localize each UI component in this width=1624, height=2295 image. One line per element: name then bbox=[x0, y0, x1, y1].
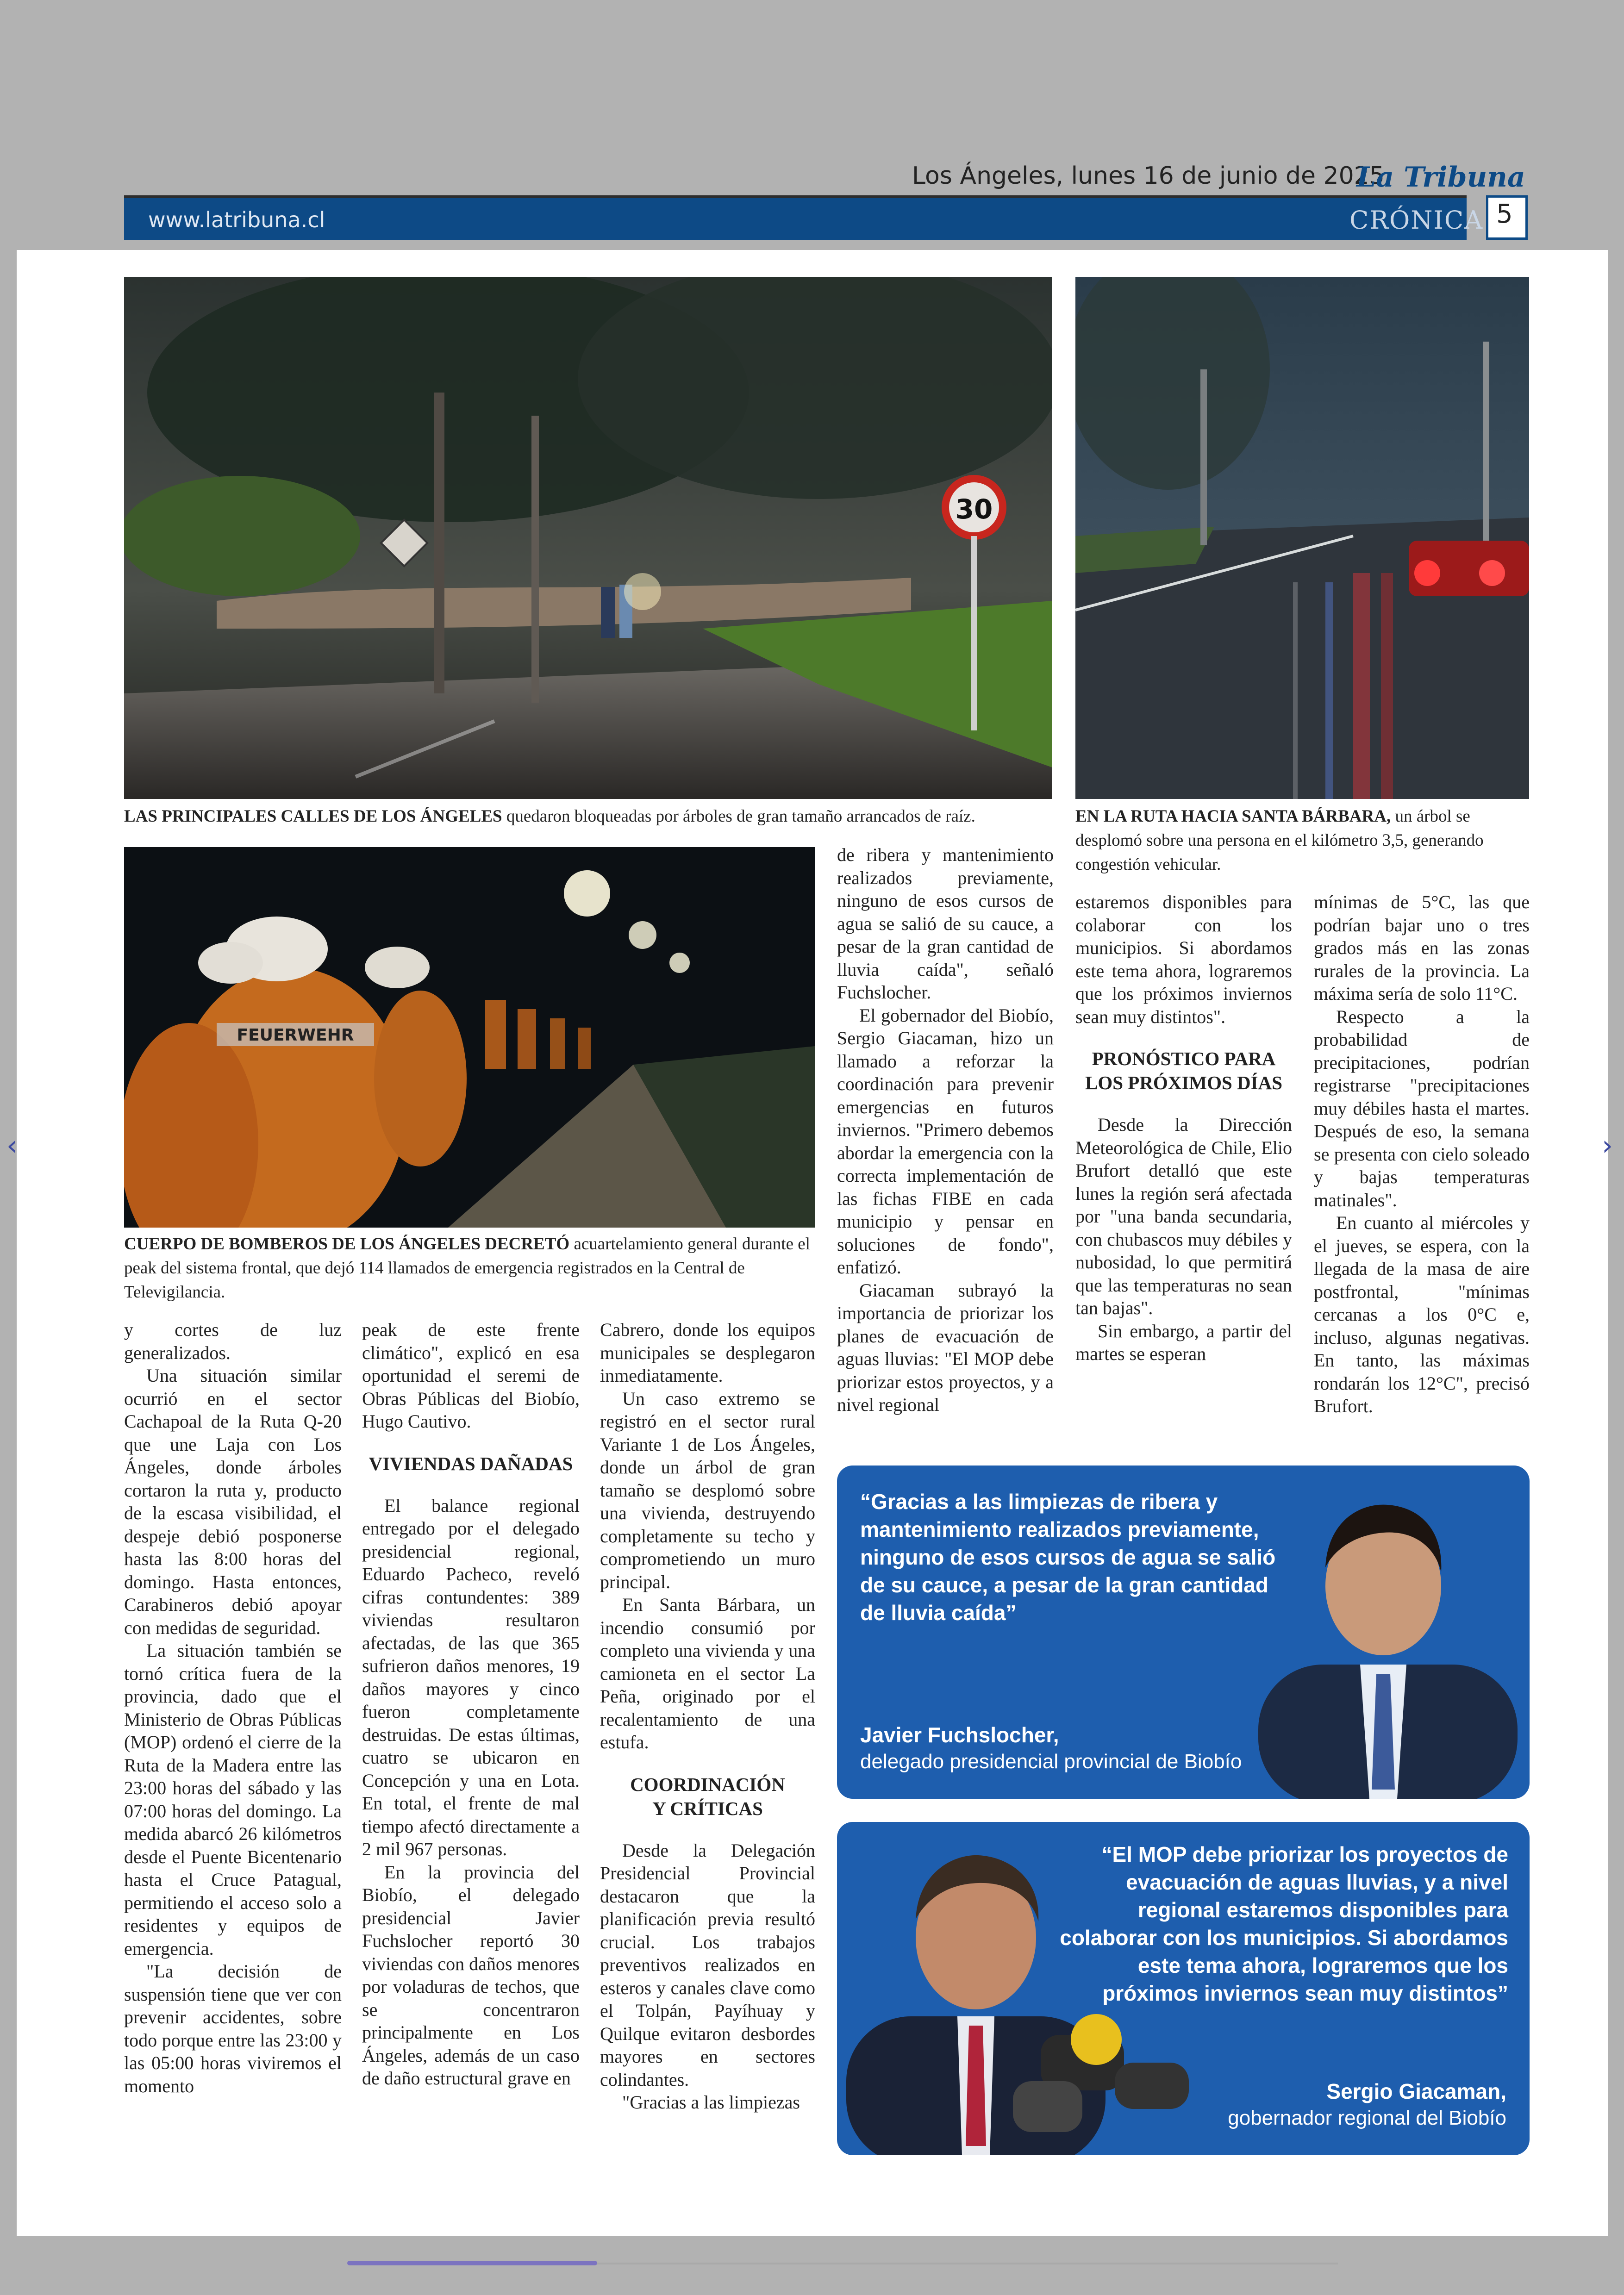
article-column-4 bbox=[837, 843, 1054, 1416]
paragraph: El balance regional entregado por el delegado presidencial regional, Eduardo Pacheco, reveló cifras contundentes: 389 viviendas resultaron afectadas, de las que 365 sufrieron daños menores, 19 daños mayores y cinco fueron completamente destruidas. De estas últimas, cuatro se ubicaron en Concepción y una en Lota. En total, el frente de mal tiempo afectó directamente a 2 mil 967 personas. bbox=[362, 1495, 580, 1859]
quote-text-fuchslocher: “Gracias a las limpiezas de ribera y mantenimiento realizados previamente, ninguno de esos cursos de agua se salió de su cauce, a pesar de la gran cantidad de lluvia caída” bbox=[860, 1490, 1276, 1625]
newspaper-logo: La Tribuna bbox=[1356, 161, 1525, 193]
paragraph: estaremos disponibles para colaborar con los municipios. Si abordamos este tema ahora, lograremos que los próximos inviernos sean muy distintos". bbox=[1075, 892, 1292, 1027]
speed-sign-text: 30 bbox=[955, 493, 993, 525]
page-number: 5 bbox=[1496, 199, 1513, 229]
article-column-3 bbox=[600, 1318, 815, 2114]
paragraph: de ribera y mantenimiento realizados previamente, ninguno de esos cursos de agua se salió de su cauce, a pesar de la gran cantidad de lluvia caída", señaló Fuchslocher. bbox=[837, 844, 1054, 1003]
quote-text-giacaman: “El MOP debe priorizar los proyectos de evacuación de aguas lluvias, y a nivel regional estaremos disponibles para colaborar con los municipios. Si abordamos este tema ahora, lograremos que los próximos inviernos sean muy distintos” bbox=[1060, 1842, 1508, 2005]
photo-firefighters bbox=[124, 847, 815, 1228]
quote-box-giacaman bbox=[837, 1822, 1530, 2155]
page-progress-track[interactable] bbox=[597, 2263, 1338, 2264]
article-column-6 bbox=[1314, 891, 1530, 1418]
paragraph: Sin embargo, a partir del martes se esperan bbox=[1075, 1320, 1292, 1364]
quote-role-giacaman: gobernador regional del Biobío bbox=[1228, 2107, 1506, 2129]
article-column-5 bbox=[1075, 891, 1292, 1366]
paragraph: Cabrero, donde los equipos municipales se desplegaron inmediatamente. bbox=[600, 1319, 815, 1386]
uniform-text: FEUERWEHR bbox=[237, 1026, 354, 1045]
quote-box-fuchslocher bbox=[837, 1466, 1530, 1799]
paragraph: Desde la Dirección Meteorológica de Chile, Elio Brufort detalló que este lunes la región será afectada por "una banda secundaria, con chubascos muy débiles y nubosidad, lo que permitirá que las temperaturas no sean tan bajas". bbox=[1075, 1114, 1292, 1318]
quote-author-fuchslocher: Javier Fuchslocher, bbox=[860, 1723, 1059, 1747]
header-band bbox=[124, 195, 1467, 240]
paragraph: "Gracias a las limpiezas bbox=[622, 2092, 800, 2113]
paragraph: Respecto a la probabilidad de precipitaciones, podrían registrarse "precipitaciones muy débiles hasta el martes. Después de eso, la semana se presenta con cielo soleado y bajas temperaturas matinales". bbox=[1314, 1006, 1530, 1210]
paragraph: En cuanto al miércoles y el jueves, se espera, con la llegada de la masa de aire postfrontal, "mínimas cercanas a los 0°C e, incluso, algunas negativas. En tanto, las máximas rondarán los 12°C", precisó Brufort. bbox=[1314, 1212, 1530, 1416]
paragraph: En la provincia del Biobío, el delegado presidencial Javier Fuchslocher reportó 30 viviendas con daños menores por voladuras de techos, que se concentraron principalmente en Los Ángeles, además de un caso de daño estructural grave en bbox=[362, 1861, 580, 2089]
paragraph: "La decisión de suspensión tiene que ver con prevenir accidentes, sobre todo porque entre las 23:00 y las 05:00 horas viviremos el momento bbox=[124, 1961, 342, 2096]
paragraph: Desde la Delegación Presidencial Provincial destacaron que la planificación previa resultó crucial. Los trabajos preventivos realizados en esteros y canales clave como el Tolpán, Payíhuay y Quilque evitaron desbordes mayores en sectores colindantes. bbox=[600, 1840, 815, 2090]
article-column-2 bbox=[362, 1318, 580, 2090]
paragraph: Un caso extremo se registró en el sector rural Variante 1 de Los Ángeles, donde un árbol de gran tamaño se desplomó sobre una vivienda, destruyendo completamente su techo y comprometiendo un muro principal. bbox=[600, 1388, 815, 1592]
subheading-coordinacion: COORDINACIÓN Y CRÍTICAS bbox=[630, 1773, 785, 1819]
quote-author-giacaman: Sergio Giacaman, bbox=[1326, 2079, 1506, 2103]
page-progress-bar[interactable] bbox=[347, 2261, 597, 2265]
photo-fallen-tree bbox=[124, 277, 1052, 799]
subheading-viviendas: VIVIENDAS DAÑADAS bbox=[369, 1453, 573, 1474]
photo-santa-barbara-road bbox=[1075, 277, 1529, 799]
paragraph: Giacaman subrayó la importancia de priorizar los planes de evacuación de aguas lluvias: "El MOP debe priorizar estos proyectos, y a nivel regional bbox=[837, 1279, 1054, 1415]
subheading-pronostico: PRONÓSTICO PARA LOS PRÓXIMOS DÍAS bbox=[1085, 1048, 1282, 1093]
prev-page-arrow[interactable]: ‹ bbox=[6, 1129, 18, 1162]
paragraph: mínimas de 5°C, las que podrían bajar uno o tres grados más en las zonas rurales de la provincia. La máxima sería de solo 11°C. bbox=[1314, 892, 1530, 1004]
paragraph: El gobernador del Biobío, Sergio Giacaman, hizo un llamado a reforzar la coordinación para prevenir emergencias en futuros inviernos. "Primero debemos abordar la emergencia con la correcta implementación de las fichas FIBE en cada municipio y pensar en soluciones de fondo", enfatizó. bbox=[837, 1004, 1054, 1278]
right-photo-caption: EN LA RUTA HACIA SANTA BÁRBARA, un árbol se desplomó sobre una persona en el kilómetro 3,5, generando congestión vehicular. bbox=[1075, 807, 1484, 874]
issue-date: Los Ángeles, lunes 16 de junio de 2025 bbox=[912, 162, 1385, 190]
site-url[interactable]: www.latribuna.cl bbox=[148, 207, 325, 232]
paragraph: Una situación similar ocurrió en el sector Cachapoal de la Ruta Q-20 que une Laja con Los Ángeles, donde árboles cortaron la ruta y, producto de la escasa visibilidad, el despeje debió posponerse hasta las 8:00 horas del domingo. Hasta entonces, Carabineros debió apoyar con medidas de seguridad. bbox=[124, 1365, 342, 1638]
paragraph: En Santa Bárbara, un incendio consumió por completo una vivienda y una camioneta en el sector La Peña, originado por el recalentamiento de una estufa. bbox=[600, 1594, 815, 1752]
main-photo-caption: LAS PRINCIPALES CALLES DE LOS ÁNGELES quedaron bloqueadas por árboles de gran tamaño arrancados de raíz. bbox=[124, 807, 975, 826]
quote-role-fuchslocher: delegado presidencial provincial de Biobío bbox=[860, 1750, 1242, 1773]
paragraph: La situación también se tornó crítica fuera de la provincia, dado que el Ministerio de Obras Públicas (MOP) ordenó el cierre de la Ruta de la Madera entre las 23:00 horas del sábado y las 07:00 horas del domingo. La medida abarcó 26 kilómetros desde el Puente Bicentenario hasta el Cruce Patagual, permitiendo el acceso solo a residentes y equipos de emergencia. bbox=[124, 1640, 342, 1959]
paragraph: peak de este frente climático", explicó en esa oportunidad el seremi de Obras Públicas del Biobío, Hugo Cautivo. bbox=[362, 1319, 580, 1432]
next-page-arrow[interactable]: › bbox=[1602, 1129, 1613, 1162]
paragraph: y cortes de luz generalizados. bbox=[124, 1319, 342, 1363]
firefighters-photo-caption: CUERPO DE BOMBEROS DE LOS ÁNGELES DECRETÓ acuartelamiento general durante el peak del sistema frontal, que dejó 114 llamados de emergencia registrados en la Central de Televigilancia. bbox=[124, 1235, 810, 1302]
section-title: CRÓNICA bbox=[1349, 206, 1484, 235]
article-column-1 bbox=[124, 1318, 342, 2097]
